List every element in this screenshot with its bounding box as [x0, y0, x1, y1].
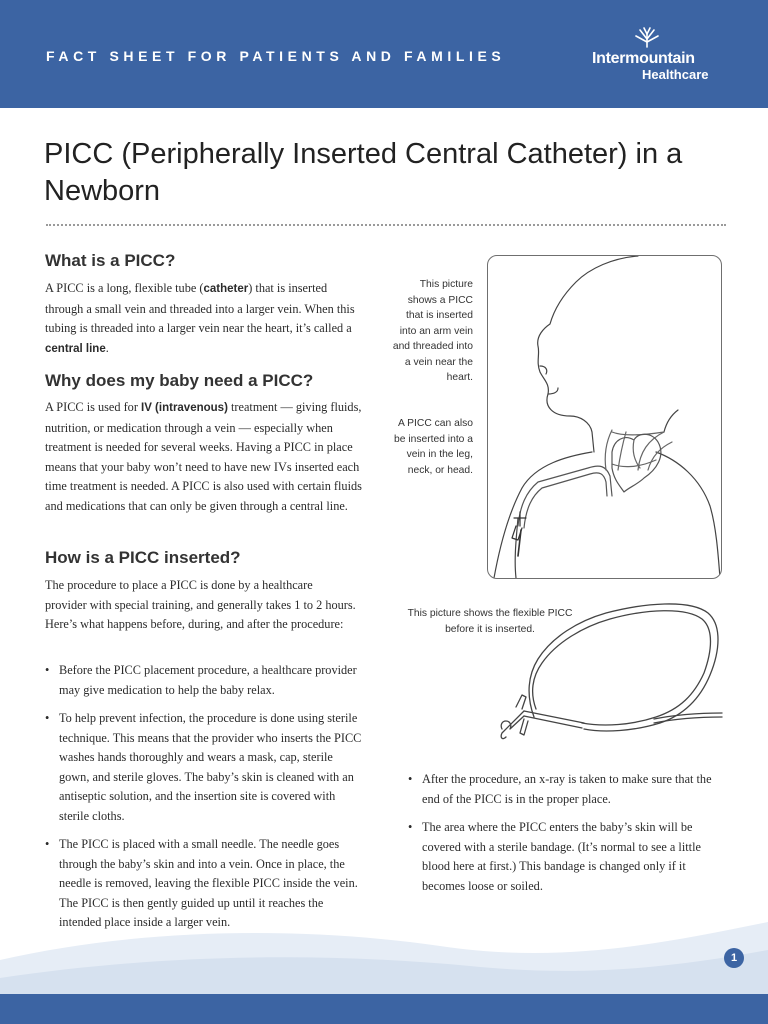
intermountain-logo: [590, 26, 740, 86]
term-iv: IV (intravenous): [141, 402, 228, 414]
page-title: PICC (Peripherally Inserted Central Catheter) in a Newborn: [44, 138, 683, 207]
caption-arm-picc: This picture shows a PICC that is inserted into an arm vein and threaded into a vein near the heart.: [392, 279, 473, 383]
flower-logo-icon: [634, 26, 660, 48]
term-central-line: central line: [45, 342, 106, 355]
footer-bar: [0, 994, 768, 1024]
what-paragraph: A PICC is a long, flexible tube (catheter) that is inserted through a small vein and threaded into a larger vein. When this tubing is threaded into a larger vein near the heart, it’s called a central line.: [45, 281, 355, 355]
logo-subname: Healthcare: [642, 67, 709, 82]
how-bullets-right: [408, 770, 726, 905]
dotted-divider: [46, 224, 726, 226]
section-heading-how: How is a PICC inserted?: [45, 548, 241, 567]
why-paragraph: A PICC is used for IV (intravenous) treatment — giving fluids, nutrition, or medication through a vein — especially when treatment is needed for several weeks. Having a PICC in place means that your baby won’t need to have new IVs inserted each time treatment is needed. A PICC is also used with certain fluids and medications that can only be given through a central line.: [45, 400, 362, 513]
list-item: • To help prevent infection, the procedure is done using sterile technique. This means that the provider who inserts the PICC washes hands thoroughly and wears a mask, cap, sterile gown, and sterile gloves. The baby’s skin is cleaned with an antiseptic solution, and the insertion site is covered with sterile cloths.: [45, 709, 363, 826]
logo-name: Intermountain: [592, 50, 695, 67]
section-heading-why: Why does my baby need a PICC?: [45, 371, 314, 390]
flexible-picc-illustration: [494, 595, 726, 755]
section-heading-what: What is a PICC?: [45, 251, 176, 270]
caption-other-sites: A PICC can also be inserted into a vein in the leg, neck, or head.: [394, 418, 473, 476]
baby-picc-illustration: [487, 255, 722, 579]
caption-flexible-picc: This picture shows the flexible PICC before it is inserted.: [407, 608, 573, 635]
how-intro: The procedure to place a PICC is done by a healthcare provider with special training, and generally takes 1 to 2 hours. Here’s what happens before, during, and after the procedure:: [45, 578, 356, 631]
footer-wave-decoration: [0, 900, 768, 996]
term-catheter: catheter: [203, 283, 249, 295]
banner-title: FACT SHEET FOR PATIENTS AND FAMILIES: [46, 48, 506, 64]
list-item: • Before the PICC placement procedure, a healthcare provider may give medication to help the baby relax.: [45, 661, 363, 700]
header-banner: [0, 0, 768, 108]
list-item: • The PICC is placed with a small needle. The needle goes through the baby’s skin and into a vein. Once in place, the needle is removed, leaving the flexible PICC inside the vein. The PICC is then gently guided up until it reaches the intended place inside a larger vein.: [45, 835, 363, 933]
list-item: • After the procedure, an x-ray is taken to make sure that the end of the PICC is in the proper place.: [408, 770, 726, 809]
page-number-badge: 1: [724, 948, 744, 968]
list-item: • The area where the PICC enters the baby’s skin will be covered with a sterile bandage. (It’s normal to see a little blood here at first.) This bandage is changed only if it becomes loose or soiled.: [408, 818, 726, 896]
